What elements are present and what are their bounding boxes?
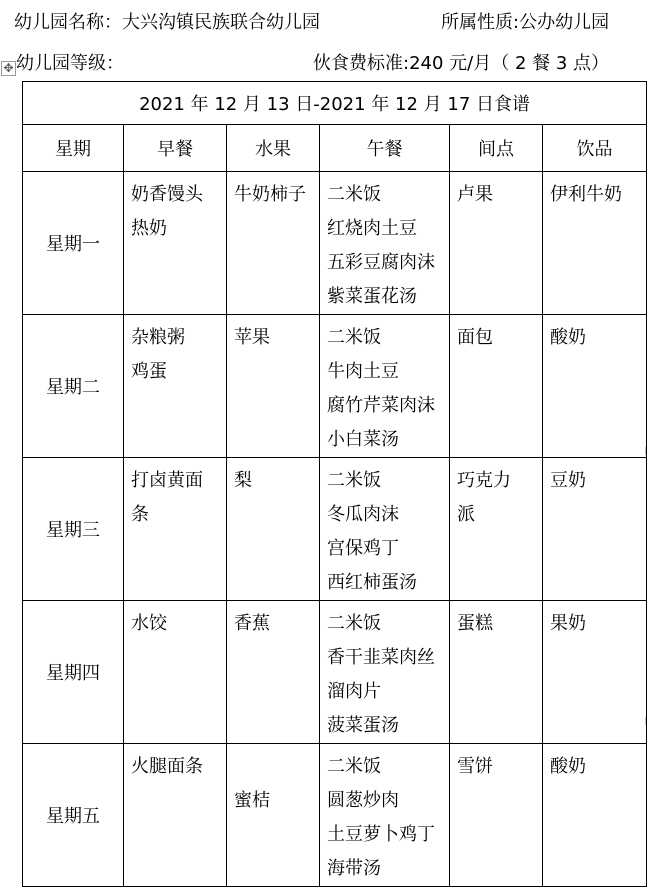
lunch-cell (320, 744, 450, 887)
breakfast-cell (124, 315, 227, 458)
type-label: 所属性质: (441, 12, 520, 33)
lunch-item: 溜肉片 (327, 681, 381, 702)
table-row (23, 172, 647, 315)
breakfast-item: 火腿面条 (131, 756, 203, 777)
snack-item: 派 (457, 504, 475, 525)
lunch-item: 二米饭 (327, 756, 381, 777)
snack-cell (450, 315, 543, 458)
lunch-cell (320, 172, 450, 315)
snack-cell (450, 601, 543, 744)
lunch-item: 土豆萝卜鸡丁 (327, 824, 435, 845)
fruit-cell (227, 458, 320, 601)
table-row (23, 315, 647, 458)
fruit-cell (227, 744, 320, 887)
lunch-item: 二米饭 (327, 613, 381, 634)
col-header: 早餐 (124, 125, 227, 172)
lunch-item: 红烧肉土豆 (327, 218, 417, 239)
fruit-cell (227, 315, 320, 458)
snack-item: 雪饼 (457, 756, 493, 777)
type-value: 公办幼儿园 (519, 12, 610, 33)
breakfast-item: 奶香馒头 (131, 184, 203, 205)
day-cell: 星期五 (23, 744, 124, 887)
snack-item: 蛋糕 (457, 613, 493, 634)
col-header: 午餐 (320, 125, 450, 172)
lunch-item: 二米饭 (327, 327, 381, 348)
day-cell: 星期三 (23, 458, 124, 601)
lunch-item: 小白菜汤 (327, 429, 399, 450)
lunch-cell (320, 315, 450, 458)
snack-item: 巧克力 (457, 470, 511, 491)
day-cell: 星期四 (23, 601, 124, 744)
fruit-cell (227, 172, 320, 315)
drink-cell (543, 172, 647, 315)
fruit-item: 香蕉 (234, 613, 270, 634)
breakfast-item: 条 (131, 504, 149, 525)
lunch-item: 牛肉土豆 (327, 361, 399, 382)
drink-item: 酸奶 (550, 756, 586, 777)
table-header-row (23, 125, 647, 172)
breakfast-cell (124, 601, 227, 744)
breakfast-item: 热奶 (131, 218, 167, 239)
lunch-item: 冬瓜肉沫 (327, 504, 399, 525)
drink-cell (543, 458, 647, 601)
fruit-item (234, 750, 319, 784)
col-header: 星期 (23, 125, 124, 172)
fruit-item: 牛奶柿子 (234, 184, 306, 205)
fruit-item: 蜜桔 (234, 790, 270, 811)
breakfast-item: 打卤黄面 (131, 470, 203, 491)
kindergarten-type (441, 12, 609, 34)
drink-item: 果奶 (550, 613, 586, 634)
lunch-item: 西红柿蛋汤 (327, 572, 417, 593)
snack-cell (450, 458, 543, 601)
drink-cell (543, 601, 647, 744)
lunch-cell (320, 458, 450, 601)
col-header: 饮品 (543, 125, 647, 172)
fruit-item: 梨 (234, 470, 252, 491)
kindergarten-name (14, 12, 320, 34)
snack-item: 卢果 (457, 184, 493, 205)
lunch-item: 紫菜蛋花汤 (327, 286, 417, 307)
name-value: 大兴沟镇民族联合幼儿园 (122, 12, 320, 33)
lunch-item: 香干韭菜肉丝 (327, 647, 435, 668)
snack-cell (450, 744, 543, 887)
move-icon[interactable]: ✥ (1, 61, 16, 76)
snack-cell (450, 172, 543, 315)
breakfast-item: 水饺 (131, 613, 167, 634)
lunch-item: 二米饭 (327, 184, 381, 205)
fee-label: 伙食费标准: (313, 53, 410, 74)
lunch-item: 海带汤 (327, 858, 381, 879)
table-row (23, 744, 647, 887)
lunch-item: 圆葱炒肉 (327, 790, 399, 811)
fruit-item: 苹果 (234, 327, 270, 348)
breakfast-cell (124, 744, 227, 887)
kindergarten-grade (16, 53, 124, 75)
meal-fee (313, 53, 609, 75)
table-row (23, 601, 647, 744)
col-header: 水果 (227, 125, 320, 172)
breakfast-item: 鸡蛋 (131, 361, 167, 382)
lunch-cell (320, 601, 450, 744)
snack-item: 面包 (457, 327, 493, 348)
grade-label: 幼儿园等级： (16, 53, 124, 74)
fruit-cell (227, 601, 320, 744)
day-cell: 星期二 (23, 315, 124, 458)
drink-cell (543, 744, 647, 887)
lunch-item: 五彩豆腐肉沫 (327, 252, 435, 273)
drink-item: 豆奶 (550, 470, 586, 491)
drink-cell (543, 315, 647, 458)
table-row (23, 458, 647, 601)
name-label: 幼儿园名称： (14, 12, 122, 33)
day-cell: 星期一 (23, 172, 124, 315)
drink-item: 酸奶 (550, 327, 586, 348)
fee-value: 240 元/月（ 2 餐 3 点） (409, 53, 610, 74)
lunch-item: 二米饭 (327, 470, 381, 491)
breakfast-item: 杂粮粥 (131, 327, 185, 348)
breakfast-cell (124, 458, 227, 601)
lunch-item: 腐竹芹菜肉沫 (327, 395, 435, 416)
table-title: 2021 年 12 月 13 日-2021 年 12 月 17 日食谱 (23, 82, 647, 125)
lunch-item: 宫保鸡丁 (327, 538, 399, 559)
lunch-item: 菠菜蛋汤 (327, 715, 399, 736)
drink-item: 伊利牛奶 (550, 184, 622, 205)
breakfast-cell (124, 172, 227, 315)
col-header: 间点 (450, 125, 543, 172)
menu-table (22, 81, 647, 887)
